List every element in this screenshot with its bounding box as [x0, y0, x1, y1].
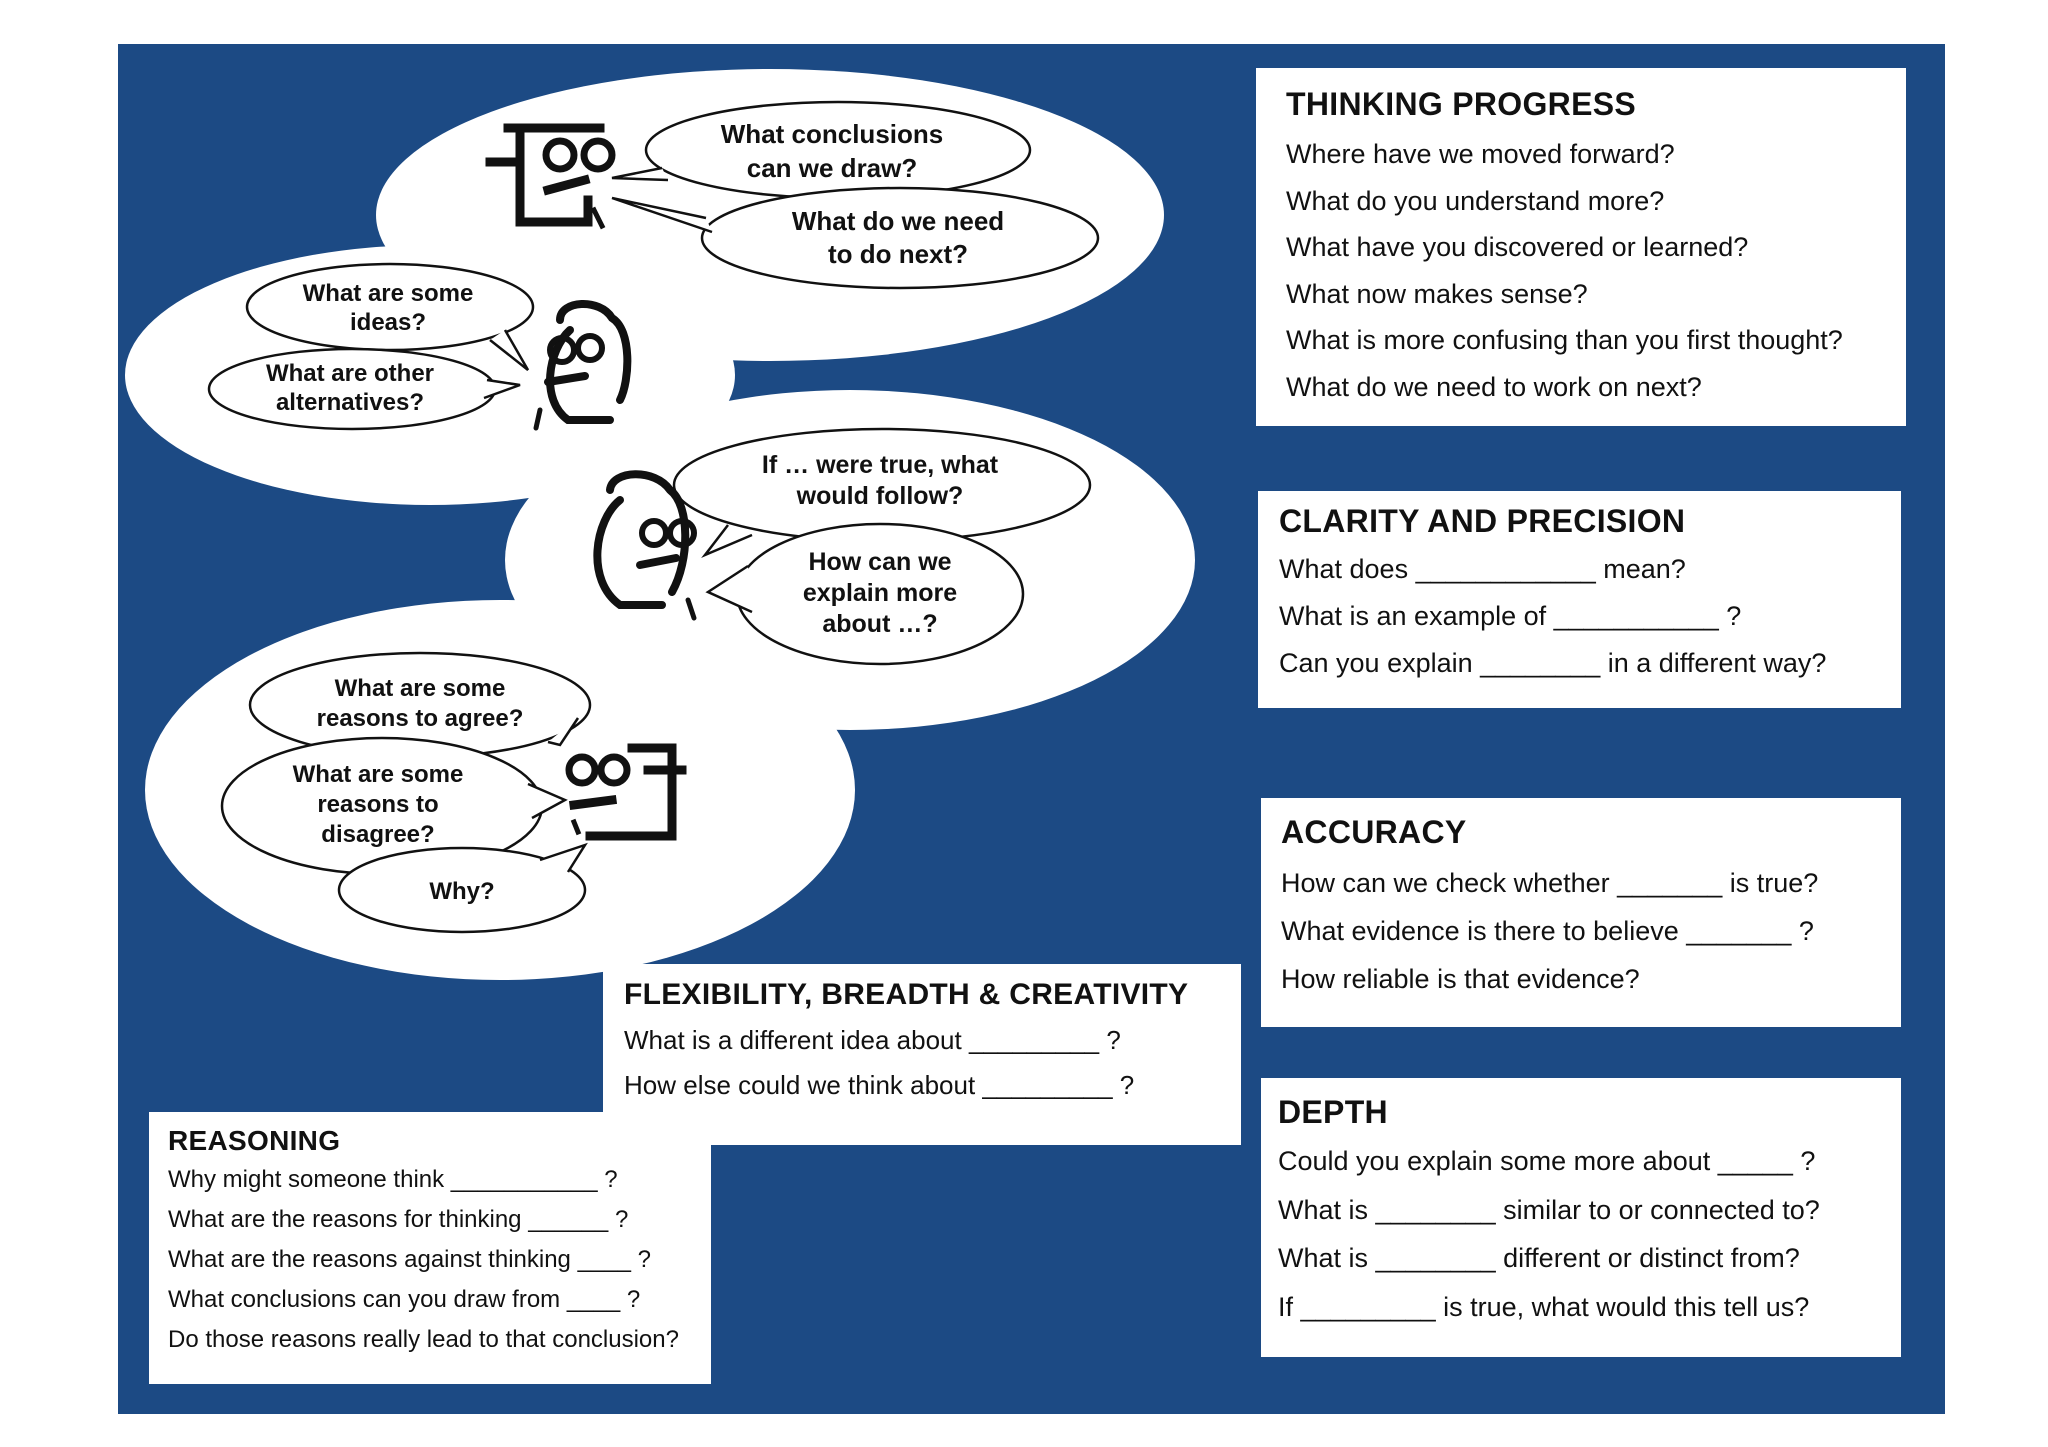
question-line: What are the reasons against thinking ____ ?	[168, 1246, 651, 1273]
question-line: If _________ is true, what would this tell us?	[1278, 1291, 1810, 1322]
speech-bubble-conclusions	[646, 102, 1030, 198]
bubble-text: would follow?	[796, 482, 964, 510]
bubble-text: disagree?	[321, 821, 435, 848]
bubble-text: about …?	[822, 610, 938, 638]
bubble-text: If … were true, what	[761, 451, 999, 479]
question-line: What is more confusing than you first thought?	[1286, 325, 1843, 355]
bubble-text: What are other	[265, 360, 435, 387]
card-title: REASONING	[168, 1125, 341, 1156]
accuracy-card	[1261, 798, 1901, 1027]
question-line: Where have we moved forward?	[1286, 139, 1675, 169]
question-line: What now makes sense?	[1286, 278, 1588, 309]
question-line: Could you explain some more about _____ ?	[1278, 1146, 1816, 1176]
question-line: What is a different idea about _________ ?	[624, 1025, 1121, 1055]
bubble-text: What are some	[292, 761, 464, 788]
question-line: What have you discovered or learned?	[1286, 232, 1749, 262]
question-line: How else could we think about _________ ?	[624, 1069, 1135, 1100]
bubble-text: explain more	[802, 579, 958, 607]
reasoning-card	[149, 1112, 711, 1384]
question-line: How can we check whether _______ is true?	[1281, 868, 1819, 898]
question-line: What do we need to work on next?	[1286, 371, 1702, 402]
depth-card	[1261, 1078, 1901, 1357]
question-line: Why might someone think ___________ ?	[168, 1166, 618, 1193]
card-title: CLARITY AND PRECISION	[1279, 503, 1686, 539]
speech-bubble-ideas	[247, 264, 533, 350]
bubble-text: What do we need	[791, 206, 1005, 236]
thinking-progress-card	[1256, 68, 1906, 426]
bubble-text: Why?	[429, 878, 495, 905]
bubble-text: ideas?	[349, 309, 427, 336]
bubble-text: reasons to agree?	[316, 705, 524, 732]
bubble-text: What are some	[302, 280, 474, 307]
bubble-text: What are some	[334, 675, 506, 702]
card-title: DEPTH	[1278, 1094, 1388, 1130]
question-line: What is ________ different or distinct from?	[1278, 1243, 1800, 1273]
question-line: Can you explain ________ in a different way?	[1279, 648, 1827, 678]
question-line: What do you understand more?	[1286, 185, 1665, 216]
card-title: ACCURACY	[1281, 814, 1467, 850]
question-line: Do those reasons really lead to that conclusion?	[168, 1326, 679, 1353]
bubble-text: What conclusions	[720, 119, 944, 149]
speech-bubble-next	[702, 188, 1098, 288]
question-line: How reliable is that evidence?	[1281, 964, 1640, 994]
bubble-text: alternatives?	[275, 389, 425, 416]
card-title: FLEXIBILITY, BREADTH & CREATIVITY	[624, 978, 1189, 1011]
bubble-text: reasons to	[317, 791, 439, 818]
question-line: What is an example of ___________ ?	[1279, 601, 1742, 631]
question-line: What evidence is there to believe _______ ?	[1281, 916, 1814, 946]
question-line: What conclusions can you draw from ____ ?	[168, 1286, 641, 1313]
question-line: What does ____________ mean?	[1279, 554, 1686, 584]
bubble-text: to do next?	[827, 239, 969, 269]
clarity-precision-card	[1258, 491, 1901, 708]
card-title: THINKING PROGRESS	[1286, 86, 1637, 122]
bubble-text: How can we	[808, 548, 952, 576]
question-line: What are the reasons for thinking ______ ?	[168, 1206, 629, 1233]
bubble-text: can we draw?	[746, 153, 918, 183]
question-line: What is ________ similar to or connected to?	[1278, 1194, 1820, 1225]
